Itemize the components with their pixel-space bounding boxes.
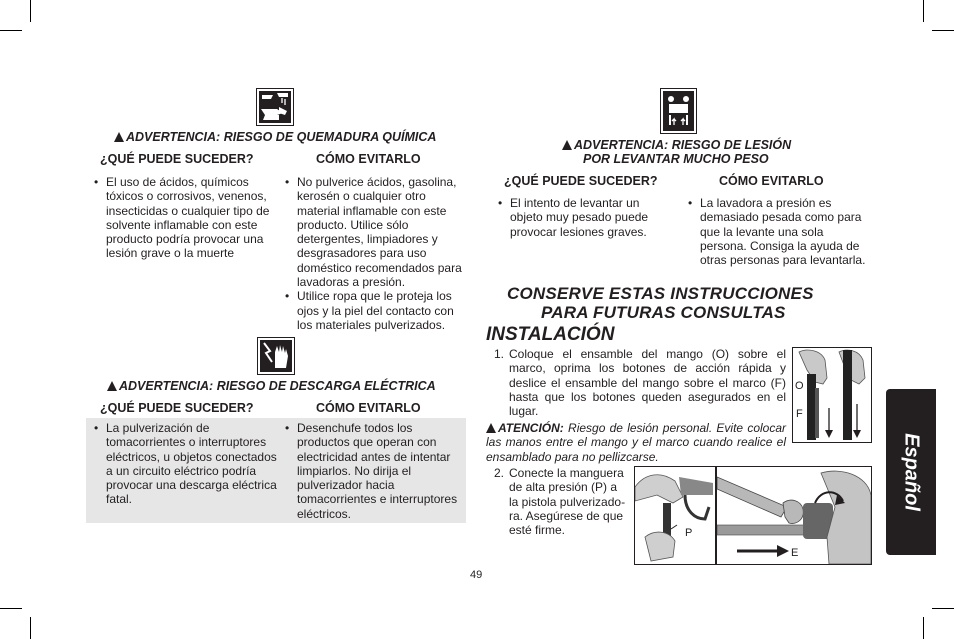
- chemical-burn-icon: [256, 88, 294, 126]
- lift-col2-list: [688, 196, 868, 267]
- language-tab-label: Español: [900, 433, 923, 511]
- fig-label-p: P: [685, 527, 693, 539]
- warning-triangle-icon: [486, 423, 496, 433]
- step1-text: Coloque el ensamble del mango (O) sobre el marco, oprima los botones de acción rápida y deslice el ensamble del mango sobre el marco (F) hasta que los botones queden asegurados en el lugar.: [509, 347, 786, 419]
- warning-triangle-icon: [562, 140, 572, 150]
- lift-warning-title: ADVERTENCIA: RIESGO DE LESIÓN: [562, 138, 791, 152]
- installation-heading: INSTALACIÓN: [486, 324, 615, 345]
- chem-col1-head: ¿QUÉ PUEDE SUCEDER?: [100, 152, 254, 166]
- elec-warning-title: ADVERTENCIA: RIESGO DE DESCARGA ELÉCTRICA: [107, 379, 436, 393]
- language-tab: [886, 389, 936, 555]
- chem-col2-head: CÓMO EVITARLO: [316, 152, 421, 166]
- list-item: • Desenchufe todos los productos que operan con electricidad antes de intentar limpiarlos. No dirija el pulverizador hacia tomacorrientes e interruptores eléctricos.: [285, 421, 465, 521]
- list-item: • No pulverice ácidos, gasolina, kerosén o cualquier otro material inflamable con este producto. Utilice sólo detergentes, limpiadores y desgrasadores para uso doméstico recomendados para lavadoras a presión.: [285, 175, 465, 289]
- lift-col1-list: [498, 196, 670, 239]
- lift-col2-head: CÓMO EVITARLO: [719, 174, 824, 188]
- wrench-outlet-figure: [716, 466, 872, 565]
- conserve-heading-line2: PARA FUTURAS CONSULTAS: [541, 303, 786, 322]
- fig-label-o: O: [795, 380, 804, 392]
- crop-mark: [932, 30, 954, 31]
- step1-number: 1.: [494, 347, 505, 361]
- crop-mark: [30, 0, 31, 22]
- spray-gun-figure: [634, 466, 716, 565]
- chem-col2-list: [285, 175, 465, 332]
- step2-number: 2.: [494, 466, 505, 480]
- crop-mark: [923, 0, 924, 22]
- conserve-heading-line1: CONSERVE ESTAS INSTRUCCIONES: [507, 284, 814, 303]
- step2-text: Conecte la manguera de alta presión (P) a la pistola pulverizado-ra. Asegúrese de que esté firme.: [509, 466, 626, 538]
- list-item: • La pulverización de tomacorrientes o interruptores eléctricos, u objetos conectados a un circuito eléctrico podría provocar una descarga eléctrica fatal.: [94, 421, 280, 507]
- list-item: • La lavadora a presión es demasiado pesada como para que la levante una sola persona. Consiga la ayuda de otras personas para levantarla.: [688, 196, 868, 267]
- chem-col1-list: [94, 175, 280, 261]
- fig-label-f: F: [796, 408, 803, 420]
- crop-mark: [923, 617, 924, 639]
- elec-col2-head: CÓMO EVITARLO: [316, 401, 421, 415]
- page-number: 49: [470, 569, 483, 581]
- handle-frame-figure: [792, 347, 872, 443]
- elec-col2-list: [285, 421, 465, 521]
- electric-shock-icon: [257, 337, 295, 375]
- list-item: • Utilice ropa que le proteja los ojos y la piel del contacto con los materiales pulverizados.: [285, 289, 465, 332]
- crop-mark: [30, 617, 31, 639]
- crop-mark: [0, 30, 22, 31]
- lift-warning-title-line2: POR LEVANTAR MUCHO PESO: [583, 152, 769, 166]
- elec-col1-head: ¿QUÉ PUEDE SUCEDER?: [100, 401, 254, 415]
- crop-mark: [932, 608, 954, 609]
- warning-triangle-icon: [114, 132, 124, 142]
- list-item: • El intento de levantar un objeto muy pesado puede provocar lesiones graves.: [498, 196, 670, 239]
- crop-mark: [0, 608, 22, 609]
- chem-warning-title: ADVERTENCIA: RIESGO DE QUEMADURA QUÍMICA: [114, 130, 436, 144]
- attention-note: ATENCIÓN: Riesgo de lesión personal. Evite colocar las manos entre el mango y el marco cuando realice el ensamblado para no pellizcarse.: [486, 421, 787, 464]
- fig-label-e: E: [791, 547, 799, 559]
- two-person-lift-icon: [660, 88, 697, 134]
- lift-col1-head: ¿QUÉ PUEDE SUCEDER?: [504, 174, 658, 188]
- elec-col1-list: [94, 421, 280, 507]
- warning-triangle-icon: [107, 381, 117, 391]
- list-item: • El uso de ácidos, químicos tóxicos o corrosivos, venenos, insecticidas o cualquier tipo de solvente inflamable con este producto podría provocar una lesión grave o la muerte: [94, 175, 280, 261]
